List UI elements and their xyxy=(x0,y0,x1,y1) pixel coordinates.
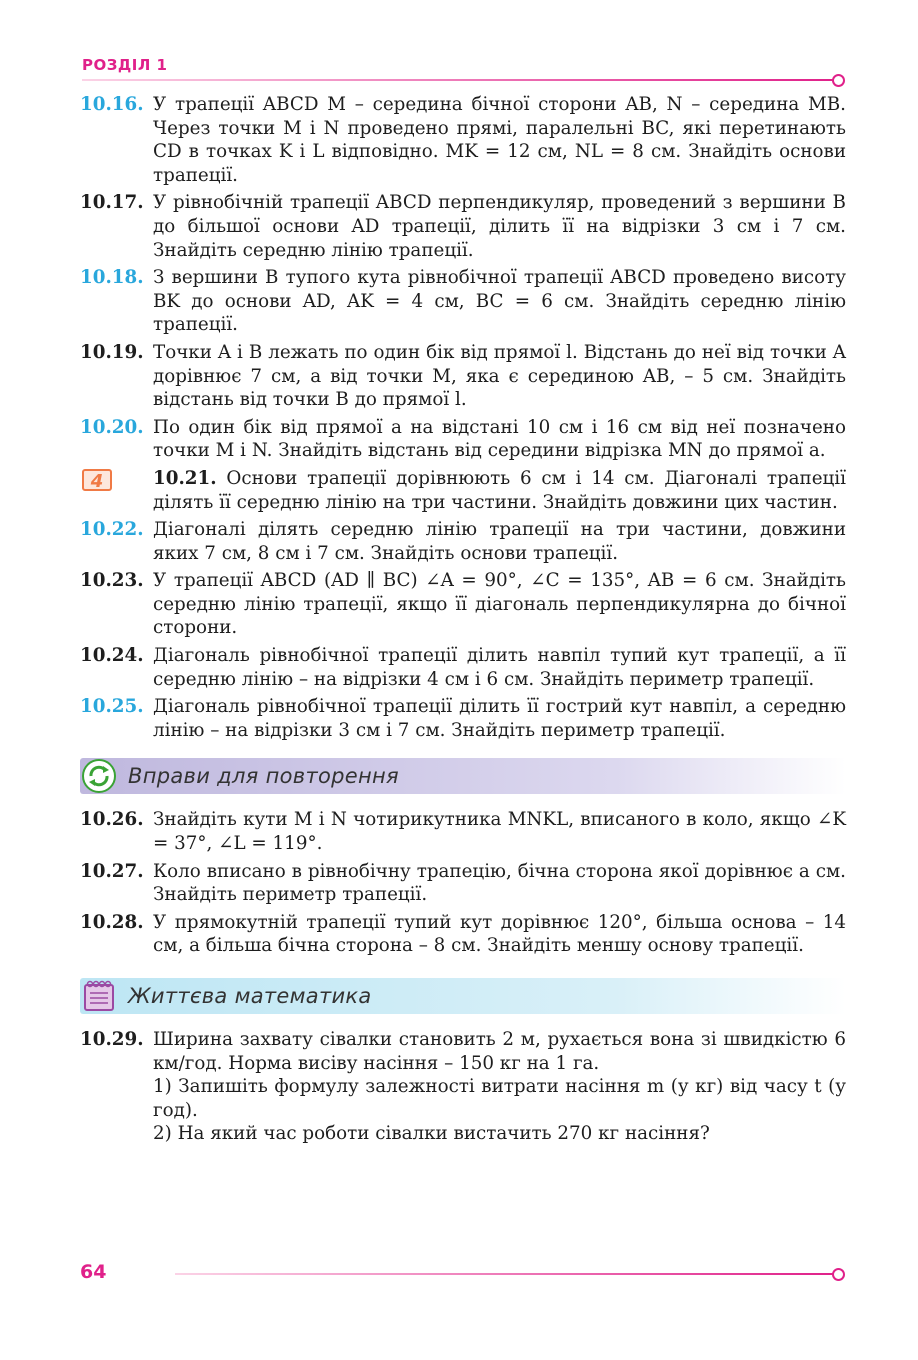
problem-10-24 xyxy=(80,644,846,691)
problem-subquestion-1: 1) Запишіть формулу залежності витрати насіння m (у кг) від часу t (у год). xyxy=(153,1076,846,1121)
problem-text: По один бік від прямої a на відстані 10 см і 16 см від неї позначено точки M і N. Знайдіть відстань від середини відрізка MN до прямої a. xyxy=(153,416,846,462)
section-header: РОЗДІЛ 1 xyxy=(82,56,168,74)
problem-10-25 xyxy=(80,695,846,742)
problem-number: 10.19. xyxy=(80,341,144,363)
difficulty-level-badge: 4 xyxy=(82,469,112,491)
problem-number: 10.22. xyxy=(80,519,144,541)
problem-number: 10.20. xyxy=(80,416,144,438)
bottom-rule xyxy=(175,1273,834,1275)
problem-10-17 xyxy=(80,191,846,262)
problem-10-21 xyxy=(80,467,846,514)
problem-text: Діагоналі ділять середню лінію трапеції на три частини, довжини яких 7 см, 8 см і 7 см. Знайдіть основи трапеції. xyxy=(153,519,846,564)
problem-number: 10.26. xyxy=(80,809,144,831)
notepad-icon xyxy=(82,979,116,1013)
problem-10-20 xyxy=(80,416,846,463)
problem-text: Знайдіть кути M і N чотирикутника MNKL, вписаного в коло, якщо ∠K = 37°, ∠L = 119°. xyxy=(153,809,846,855)
problem-text: З вершини B тупого кута рівнобічної трапеції ABCD проведено висоту BK до основи AD, AK = 4 см, BC = 6 см. Знайдіть середню лінію трапеції. xyxy=(153,267,846,336)
problem-10-27 xyxy=(80,860,846,907)
problem-10-29 xyxy=(80,1028,846,1146)
problem-text: У прямокутній трапеції тупий кут дорівнює 120°, більша основа – 14 см, а більша бічна сторона – 8 см. Знайдіть меншу основу трапеції. xyxy=(153,911,846,957)
top-rule-end xyxy=(832,74,845,87)
page-content xyxy=(80,93,846,1150)
review-section-title: Вправи для повторення xyxy=(128,764,399,789)
bottom-rule-end xyxy=(832,1268,845,1281)
problem-number: 10.23. xyxy=(80,570,144,592)
problem-text: Коло вписано в рівнобічну трапецію, бічна сторона якої дорівнює a см. Знайдіть периметр трапеції. xyxy=(153,860,846,906)
problem-10-28 xyxy=(80,911,846,958)
problem-text: Діагональ рівнобічної трапеції ділить навпіл тупий кут трапеції, а її середню лінію – на відрізки 4 см і 6 см. Знайдіть периметр трапеції. xyxy=(153,645,846,690)
problem-text: Ширина захвату сівалки становить 2 м, рухається вона зі швидкістю 6 км/год. Норма висіву насіння – 150 кг на 1 га. xyxy=(153,1029,846,1074)
problem-number: 10.24. xyxy=(80,645,144,667)
cycle-arrows-icon xyxy=(82,759,116,793)
problem-text: Точки A і B лежать по один бік від прямої l. Відстань до неї від точки A дорівнює 7 см, а від точки M, яка є серединою AB, – 5 см. Знайдіть відстань від точки B до прямої l. xyxy=(153,341,846,411)
problem-10-18 xyxy=(80,266,846,337)
problem-text: Діагональ рівнобічної трапеції ділить її гострий кут навпіл, а середню лінію – на відрізки 3 см і 7 см. Знайдіть периметр трапеції. xyxy=(153,696,846,741)
top-rule xyxy=(82,79,834,81)
problem-10-16 xyxy=(80,93,846,187)
problem-text: У трапеції ABCD M – середина бічної сторони AB, N – середина MB. Через точки M і N проведено прямі, паралельні BC, які перетинають CD в точках K і L відповідно. MK = 12 см, NL = 8 см. Знайдіть основи трапеції. xyxy=(153,94,846,186)
life-math-section-title: Життєва математика xyxy=(128,984,372,1008)
problem-text: Основи трапеції дорівнюють 6 см і 14 см. Діагоналі трапеції ділять її середню лінію на три частини. Знайдіть довжини цих частин. xyxy=(153,467,847,513)
review-section-banner xyxy=(80,758,846,794)
problem-subquestion-2: 2) На який час роботи сівалки вистачить 270 кг насіння? xyxy=(153,1123,710,1145)
page-number: 64 xyxy=(80,1261,107,1283)
problem-number: 10.25. xyxy=(80,696,144,718)
problem-10-22 xyxy=(80,518,846,565)
problem-number: 10.18. xyxy=(80,267,144,289)
problem-number: 10.17. xyxy=(80,192,144,214)
problem-text: У рівнобічній трапеції ABCD перпендикуляр, проведений з вершини B до більшої основи AD трапеції, ділить її на відрізки 3 см і 7 см. Знайдіть середню лінію трапеції. xyxy=(153,192,846,261)
life-math-section-banner xyxy=(80,978,846,1014)
problem-10-23 xyxy=(80,569,846,640)
problem-number: 10.21. xyxy=(153,467,217,489)
problem-10-19 xyxy=(80,341,846,412)
problem-text: У трапеції ABCD (AD ∥ BC) ∠A = 90°, ∠C = 135°, AB = 6 см. Знайдіть середню лінію трапеції, якщо її діагональ перпендикулярна до бічної сторони. xyxy=(153,570,846,639)
problem-10-26 xyxy=(80,808,846,855)
problem-number: 10.28. xyxy=(80,911,144,933)
problem-number: 10.29. xyxy=(80,1029,144,1050)
problem-number: 10.16. xyxy=(80,94,144,115)
problem-number: 10.27. xyxy=(80,860,144,882)
